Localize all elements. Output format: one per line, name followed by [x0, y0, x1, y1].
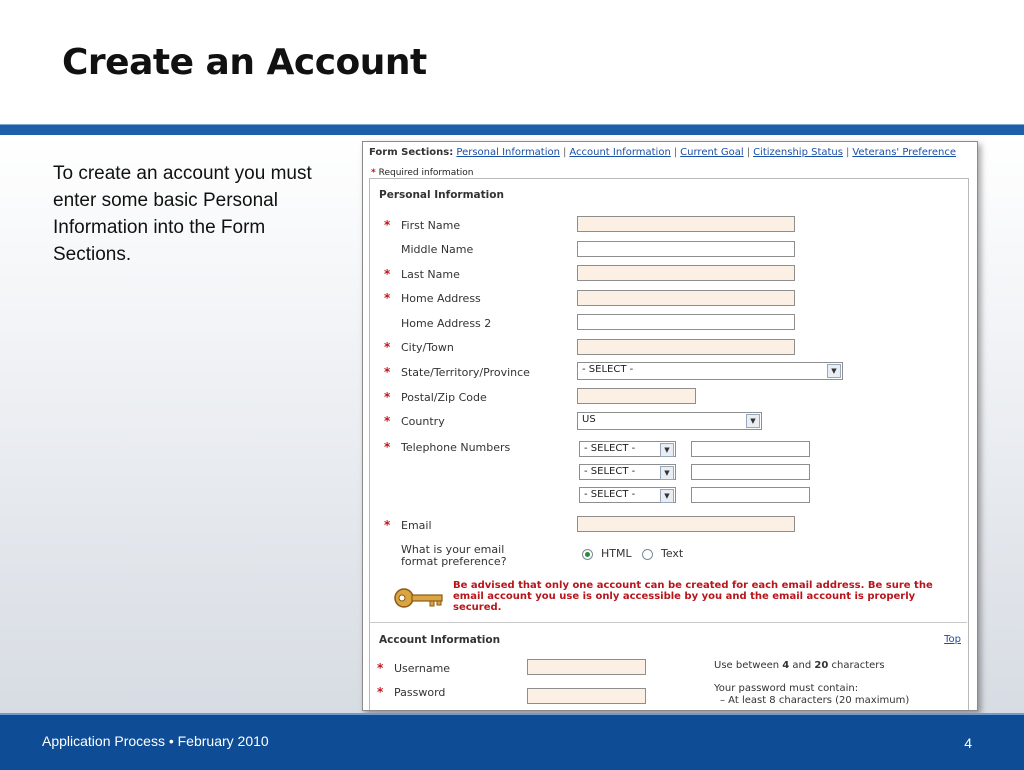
password-hint: Your password must contain: — [714, 683, 859, 694]
form-frame — [369, 178, 969, 711]
chevron-down-icon: ▼ — [660, 489, 674, 503]
required-star-icon: * — [384, 390, 391, 404]
password-hint-line2: – At least 8 characters (20 maximum) — [720, 695, 910, 706]
phone-type-select-2[interactable]: - SELECT - ▼ — [579, 464, 676, 480]
country-label: Country — [401, 415, 445, 428]
home-address-2-input[interactable] — [577, 314, 795, 330]
password-label: Password — [394, 686, 446, 699]
intro-text: To create an account you must enter some basic Personal Information into the Form Sections. — [53, 163, 312, 265]
required-star-icon: * — [384, 518, 391, 532]
footer-text: Application Process • February 2010 — [42, 733, 269, 749]
required-star-icon: * — [384, 365, 391, 379]
required-star-icon: * — [377, 661, 384, 675]
city-label: City/Town — [401, 341, 454, 354]
telephone-label: Telephone Numbers — [401, 441, 511, 454]
email-warning-text: Be advised that only one account can be created for each email address. Be sure the email account you use is only accessible by you and the email account is properly secured. — [453, 580, 933, 613]
required-star-icon: * — [384, 440, 391, 454]
postal-label: Postal/Zip Code — [401, 391, 487, 404]
form-screenshot — [362, 141, 978, 711]
last-name-label: Last Name — [401, 268, 460, 281]
middle-name-input[interactable] — [577, 241, 795, 257]
first-name-input[interactable] — [577, 216, 795, 232]
country-select[interactable] — [577, 412, 762, 430]
personal-info-heading: Personal Information — [379, 189, 504, 201]
home-address-input[interactable] — [577, 290, 795, 306]
key-icon — [392, 584, 448, 612]
page-number: 4 — [964, 735, 972, 751]
footer-bar — [0, 713, 1024, 770]
title-divider-band — [0, 124, 1024, 135]
username-label: Username — [394, 662, 451, 675]
required-note: * Required information — [371, 168, 474, 178]
chevron-down-icon: ▼ — [660, 443, 674, 457]
phone-number-input-2[interactable] — [691, 464, 810, 480]
section-divider — [369, 622, 967, 623]
state-label: State/Territory/Province — [401, 366, 530, 379]
username-hint: Use between 4 and 20 characters — [714, 660, 885, 671]
phone-type-select-3[interactable]: - SELECT - ▼ — [579, 487, 676, 503]
state-select-value: - SELECT - — [582, 364, 634, 375]
section-link-account[interactable]: Account Information — [569, 147, 671, 158]
required-star-icon: * — [377, 685, 384, 699]
username-input[interactable] — [527, 659, 646, 675]
required-star-icon: * — [384, 291, 391, 305]
section-link-citizenship[interactable]: Citizenship Status — [753, 147, 843, 158]
slide-title: Create an Account — [62, 42, 427, 83]
form-sections-nav: Form Sections: Personal Information | Account Information | Current Goal | Citizenship Status | Veterans' Preference — [369, 147, 956, 158]
email-format-label-line1: What is your email — [401, 543, 505, 556]
home-address-2-label: Home Address 2 — [401, 317, 492, 330]
form-sections-label: Form Sections: — [369, 147, 454, 158]
postal-input[interactable] — [577, 388, 696, 404]
chevron-down-icon: ▼ — [746, 414, 760, 428]
state-select[interactable] — [577, 362, 843, 380]
email-input[interactable] — [577, 516, 795, 532]
email-format-label-line2: format preference? — [401, 555, 507, 568]
city-input[interactable] — [577, 339, 795, 355]
email-format-html-radio[interactable] — [582, 549, 593, 560]
required-star-icon: * — [384, 267, 391, 281]
phone-number-input-1[interactable] — [691, 441, 810, 457]
required-star-icon: * — [384, 218, 391, 232]
required-star-icon: * — [384, 340, 391, 354]
middle-name-label: Middle Name — [401, 243, 474, 256]
email-format-text-radio[interactable] — [642, 549, 653, 560]
chevron-down-icon: ▼ — [660, 466, 674, 480]
phone-type-select-1[interactable]: - SELECT - ▼ — [579, 441, 676, 457]
phone-number-input-3[interactable] — [691, 487, 810, 503]
first-name-label: First Name — [401, 219, 461, 232]
section-link-goal[interactable]: Current Goal — [680, 147, 744, 158]
email-label: Email — [401, 519, 432, 532]
required-star-icon: * — [371, 168, 376, 178]
email-format-html-label: HTML — [601, 547, 632, 560]
top-link[interactable]: Top — [944, 634, 961, 645]
country-select-value: US — [582, 414, 596, 425]
chevron-down-icon: ▼ — [827, 364, 841, 378]
account-info-heading: Account Information — [379, 634, 501, 646]
email-format-text-label: Text — [661, 547, 684, 560]
section-link-personal[interactable]: Personal Information — [456, 147, 560, 158]
required-star-icon: * — [384, 414, 391, 428]
last-name-input[interactable] — [577, 265, 795, 281]
home-address-label: Home Address — [401, 292, 481, 305]
section-link-veterans[interactable]: Veterans' Preference — [852, 147, 956, 158]
password-input[interactable] — [527, 688, 646, 704]
